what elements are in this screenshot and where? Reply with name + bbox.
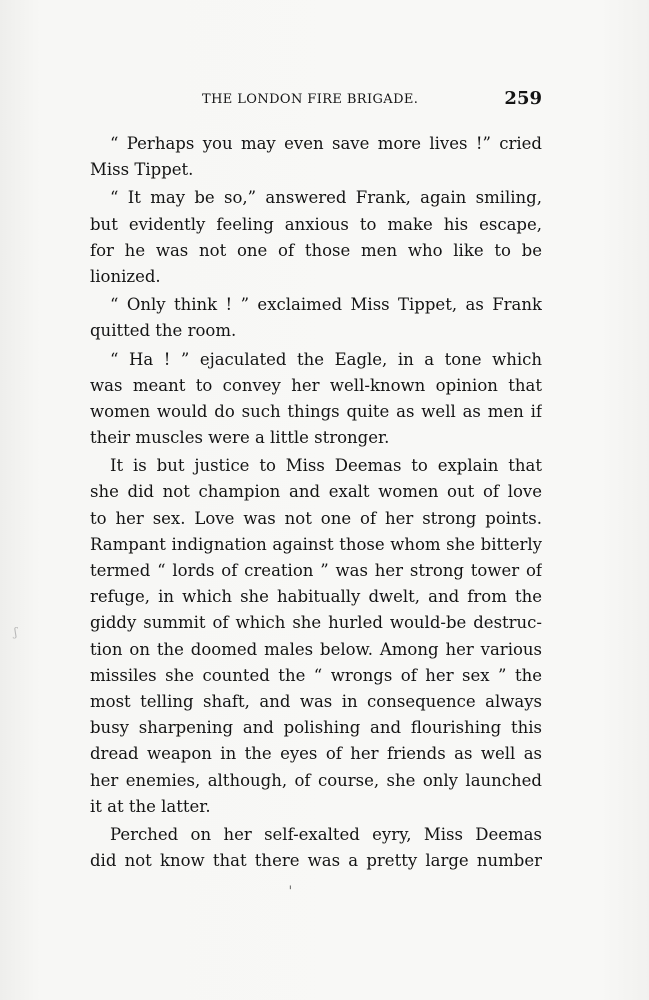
- text-line: quitted the room.: [90, 321, 237, 341]
- text-line: dread weapon in the eyes of her friends as well as: [90, 744, 542, 764]
- text-line: tion on the doomed males below. Among her various: [90, 639, 542, 659]
- text-line: missiles she counted the “ wrongs of her sex ” the: [90, 665, 542, 685]
- text-line: it at the latter.: [90, 796, 211, 816]
- text-line: was meant to convey her well-known opinion that: [90, 375, 542, 395]
- text-line: It is but justice to Miss Deemas to explain that: [110, 456, 542, 476]
- text-line: lionized.: [90, 266, 161, 286]
- text-line: their muscles were a little stronger.: [90, 428, 390, 448]
- text-line: Perched on her self-exalted eyry, Miss Deemas: [110, 824, 542, 844]
- text-line: refuge, in which she habitually dwelt, and from the: [90, 587, 542, 607]
- page-number: 259: [504, 88, 542, 109]
- text-line: but evidently feeling anxious to make his escape,: [90, 214, 542, 234]
- text-line: women would do such things quite as well as men if: [90, 401, 542, 421]
- text-line: for he was not one of those men who like to be: [90, 240, 542, 260]
- paper-speck: ʃ: [14, 625, 18, 639]
- body-text: [90, 131, 542, 874]
- page-header: [90, 90, 542, 112]
- text-line: “ Only think ! ” exclaimed Miss Tippet, as Frank: [110, 295, 542, 315]
- text-line: termed “ lords of creation ” was her strong tower of: [90, 561, 542, 580]
- text-line: to her sex. Love was not one of her strong points.: [90, 508, 542, 528]
- text-line: did not know that there was a pretty large number: [90, 851, 542, 871]
- text-line: busy sharpening and polishing and flourishing this: [90, 718, 542, 738]
- text-line: most telling shaft, and was in consequence always: [90, 691, 542, 711]
- text-line: she did not champion and exalt women out of love: [90, 482, 542, 502]
- text-line: “ Ha ! ” ejaculated the Eagle, in a tone which: [110, 349, 542, 369]
- text-line: “ Perhaps you may even save more lives !” cried: [110, 134, 542, 153]
- text-line: Miss Tippet.: [90, 160, 194, 180]
- text-line: giddy summit of which she hurled would-be destruc-: [90, 613, 542, 633]
- text-line: “ It may be so,” answered Frank, again smiling,: [110, 188, 542, 208]
- text-line: her enemies, although, of course, she only launched: [90, 770, 542, 790]
- running-title: THE LONDON FIRE BRIGADE.: [202, 92, 419, 107]
- text-line: Rampant indignation against those whom she bitterly: [90, 534, 542, 554]
